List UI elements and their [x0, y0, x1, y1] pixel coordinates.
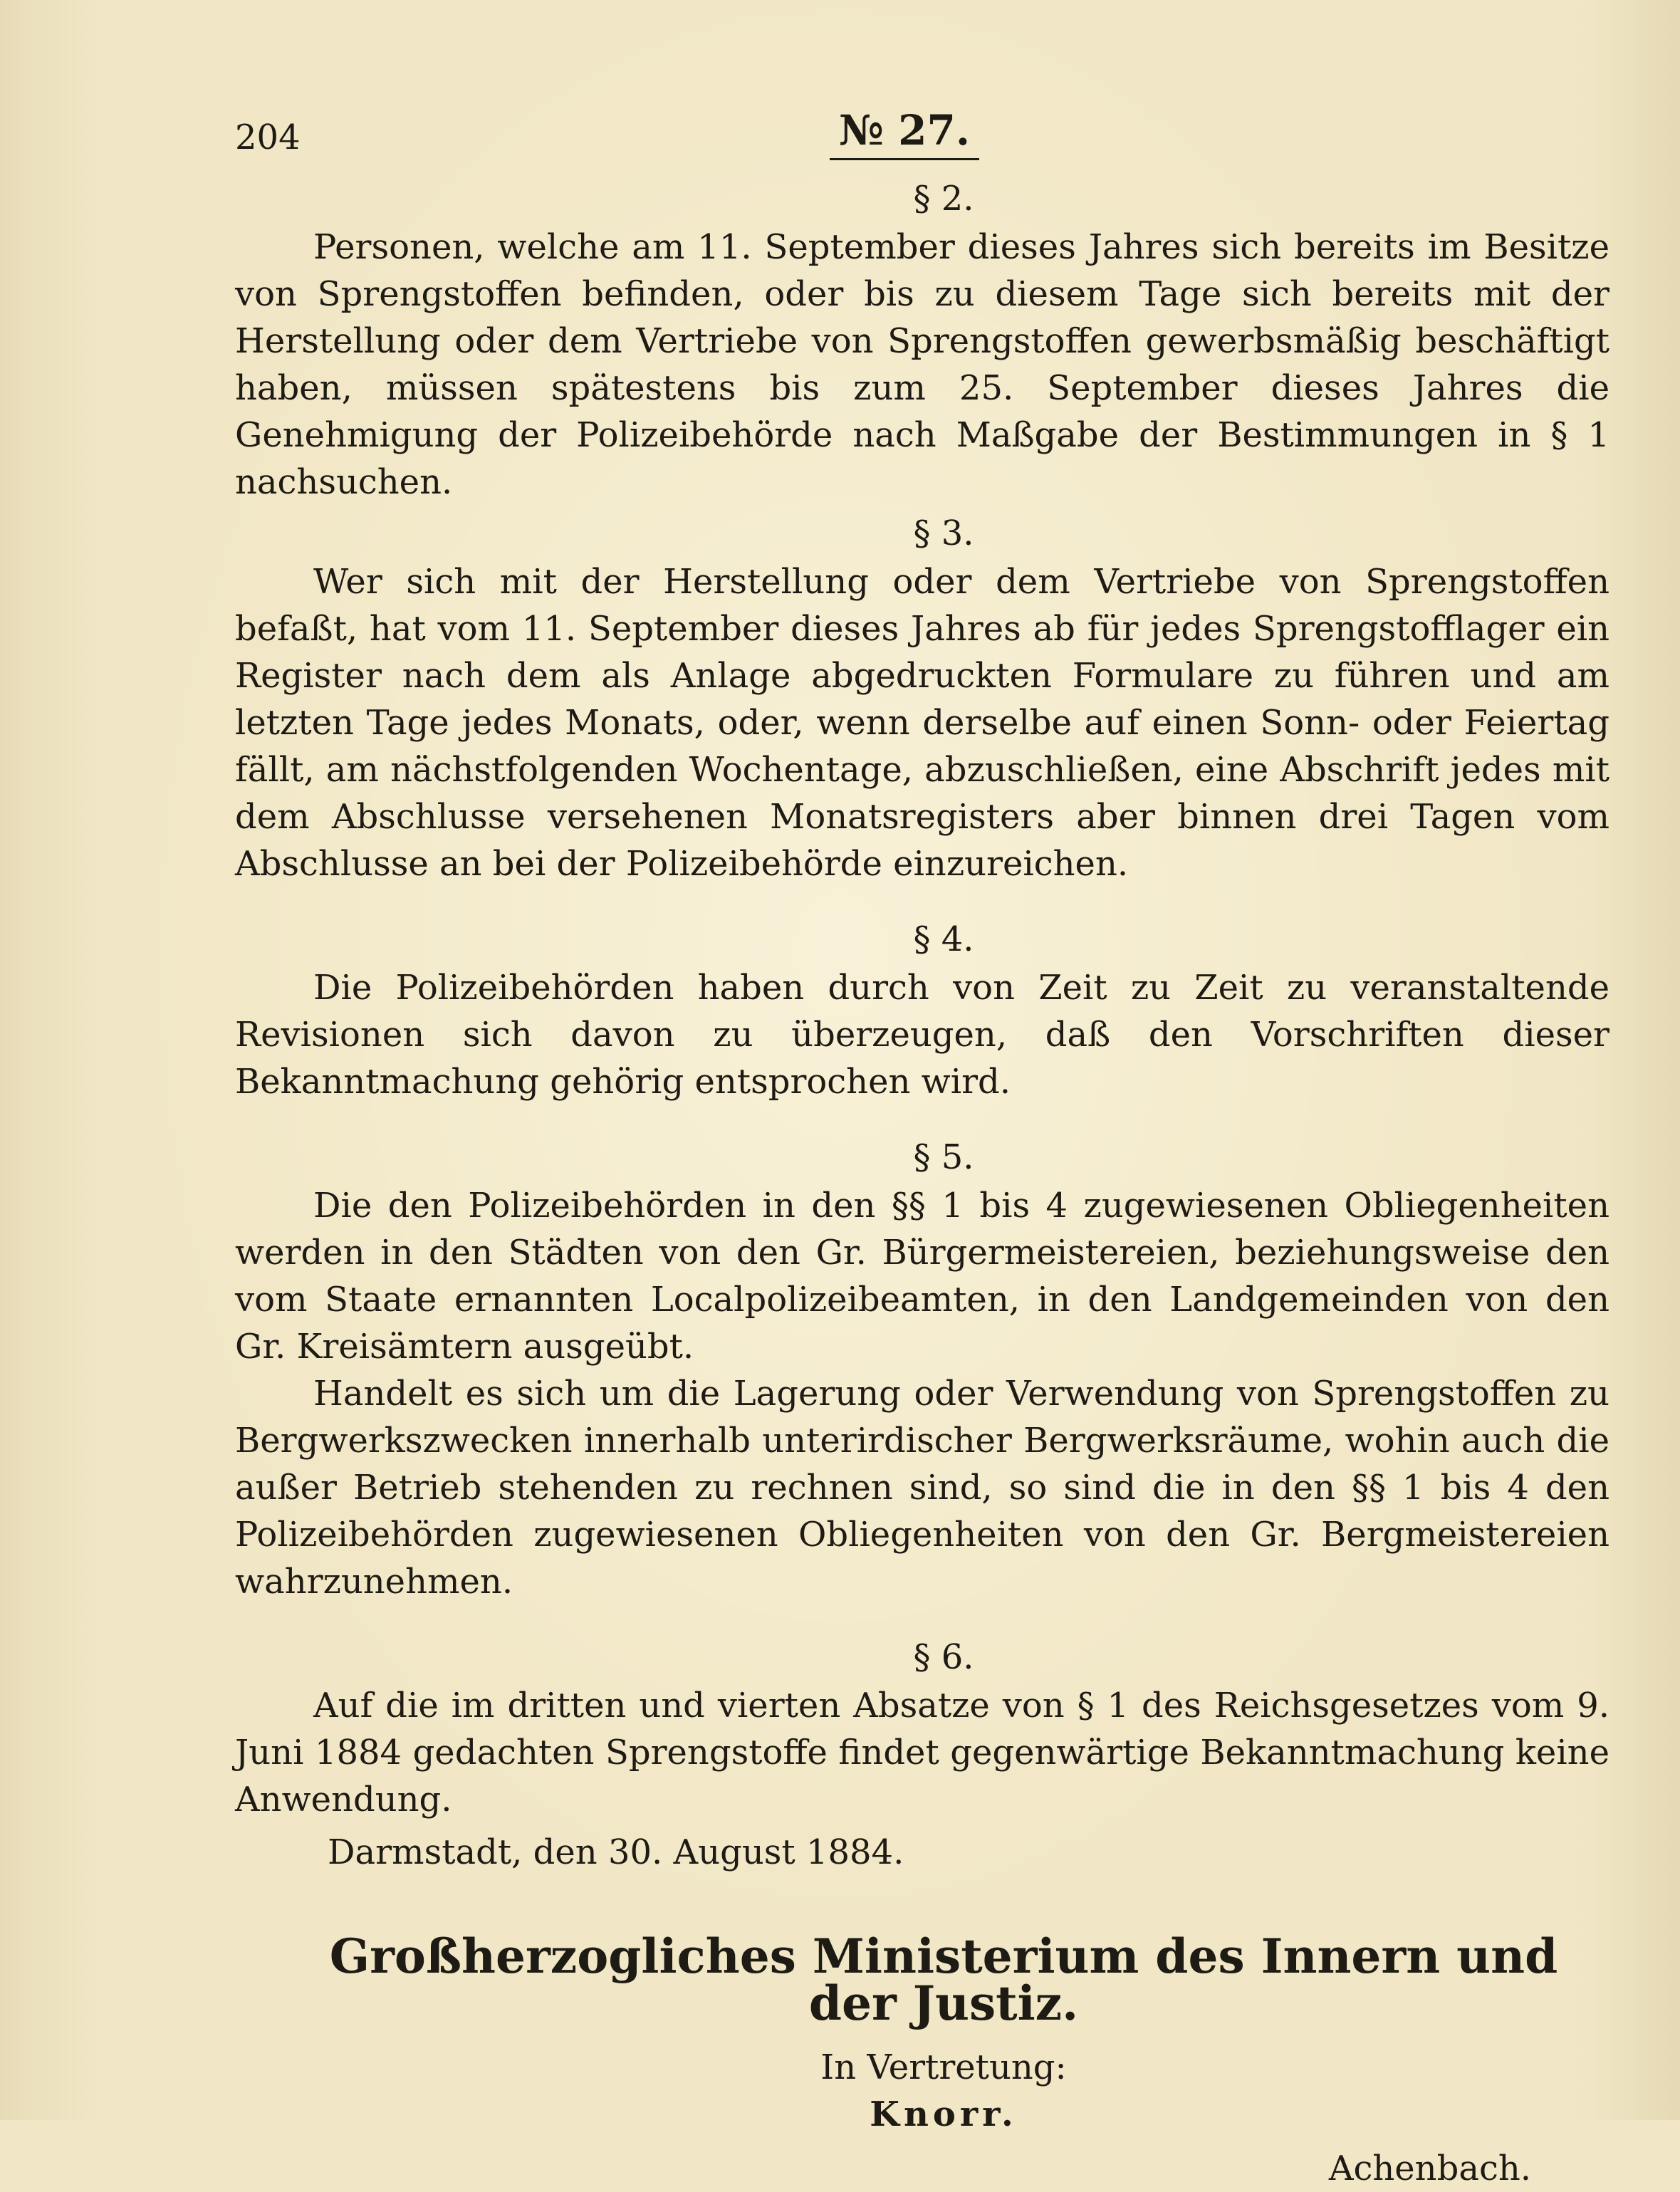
signer-name: Knorr.	[870, 2094, 1018, 2134]
section-2	[235, 175, 1609, 506]
section-heading: § 6.	[913, 1637, 974, 1677]
section-paragraph: Die Polizeibehörden haben durch von Zeit zu Zeit zu veranstaltende Revisionen sich davon zu überzeugen, daß den Vorschriften dieser Bekanntmachung gehörig entsprochen wird.	[235, 968, 1609, 1102]
text-block	[235, 107, 1609, 2192]
spacer	[235, 887, 1609, 912]
section-paragraph: Die den Polizeibehörden in den §§ 1 bis 4 zugewiesenen Obliegenheiten werden in den Städten von den Gr. Bürgermeistereien, beziehungsweise den vom Staate ernannten Localpolizeibeamten, in den Landgemeinden von den Gr. Kreisämtern ausgeübt.	[235, 1186, 1609, 1367]
page-number: 204	[235, 118, 301, 157]
page-header	[235, 107, 1609, 171]
section-heading: § 2.	[913, 179, 974, 219]
ministry-title: Großherzogliches Ministerium des Innern und der Justiz.	[329, 1929, 1558, 2031]
section-6	[235, 1634, 1609, 1823]
section-heading: § 4.	[913, 919, 974, 959]
deputy-label: In Vertretung:	[820, 2047, 1067, 2087]
countersigner-name: Achenbach.	[1328, 2149, 1531, 2188]
section-3	[235, 510, 1609, 887]
section-paragraph: Personen, welche am 11. September dieses Jahres sich bereits im Besitze von Sprengstoffen befinden, oder bis zu diesem Tage sich bereits mit der Herstellung oder dem Vertriebe von Sprengstoffen gewerbsmäßig beschäftigt haben, müssen spätestens bis zum 25. September dieses Jahres die Genehmigung der Polizeibehörde nach Maßgabe der Bestimmungen in § 1 nachsuchen.	[235, 227, 1609, 502]
issue-number: № 27.	[830, 107, 979, 160]
section-5	[235, 1134, 1609, 1605]
dateline: Darmstadt, den 30. August 1884.	[328, 1832, 904, 1872]
section-paragraph: Auf die im dritten und vierten Absatze von § 1 des Reichsgesetzes vom 9. Juni 1884 gedachten Sprengstoffe findet gegenwärtige Bekanntmachung keine Anwendung.	[235, 1686, 1609, 1820]
section-paragraph: Wer sich mit der Herstellung oder dem Vertriebe von Sprengstoffen befaßt, hat vom 11. September dieses Jahres ab für jedes Sprengstofflager ein Register nach dem als Anlage abgedruckten Formulare zu führen und am letzten Tage jedes Monats, oder, wenn derselbe auf einen Sonn- oder Feiertag fällt, am nächstfolgenden Wochentage, abzuschließen, eine Abschrift jedes mit dem Abschlusse versehenen Monatsregisters aber binnen drei Tagen vom Abschlusse an bei der Polizeibehörde einzureichen.	[235, 562, 1609, 884]
section-heading: § 3.	[913, 513, 974, 553]
section-paragraph: Handelt es sich um die Lagerung oder Verwendung von Sprengstoffen zu Bergwerkszwecken innerhalb unterirdischer Bergwerksräume, wohin auch die außer Betrieb stehenden zu rechnen sind, so sind die in den §§ 1 bis 4 den Polizeibehörden zugewiesenen Obliegenheiten von den Gr. Bergmeistereien wahrzunehmen.	[235, 1374, 1609, 1602]
spacer	[235, 1605, 1609, 1629]
spacer	[235, 1105, 1609, 1129]
section-heading: § 5.	[913, 1137, 974, 1177]
section-4	[235, 916, 1609, 1105]
